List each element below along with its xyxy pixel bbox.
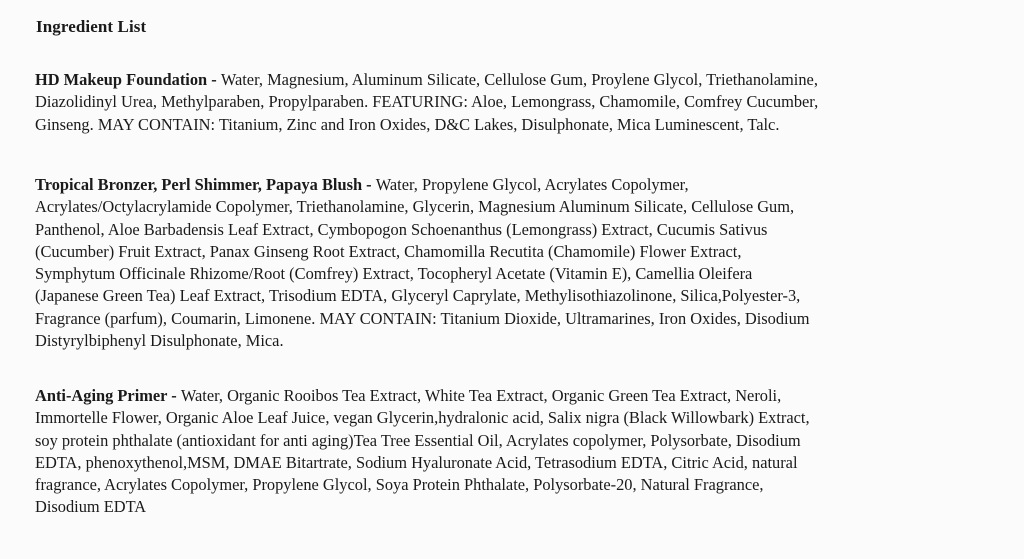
ingredient-line: soy protein phthalate (antioxidant for anti aging)Tea Tree Essential Oil, Acrylates copolymer, Polysorbate, Disodium — [35, 430, 801, 450]
ingredient-line: Fragrance (parfum), Coumarin, Limonene. MAY CONTAIN: Titanium Dioxide, Ultramarines, Iron Oxides, Disodium — [35, 308, 810, 328]
ingredient-section-anti-aging-primer — [35, 385, 1010, 519]
ingredient-section-hd-makeup-foundation — [35, 69, 1010, 136]
ingredient-line: Symphytum Officinale Rhizome/Root (Comfrey) Extract, Tocopheryl Acetate (Vitamin E), Camellia Oleifera — [35, 264, 753, 284]
document-title: Ingredient List — [36, 17, 147, 36]
ingredient-line: Acrylates/Octylacrylamide Copolymer, Triethanolamine, Glycerin, Magnesium Aluminum Silicate, Cellulose Gum, — [35, 197, 795, 217]
ingredient-line: (Cucumber) Fruit Extract, Panax Ginseng Root Extract, Chamomilla Recutita (Chamomile) Flower Extract, — [35, 241, 742, 261]
ingredient-line: Water, Organic Rooibos Tea Extract, White Tea Extract, Organic Green Tea Extract, Neroli, — [180, 386, 782, 405]
ingredient-section-tropical-bronzer — [35, 174, 1010, 352]
ingredient-line: (Japanese Green Tea) Leaf Extract, Trisodium EDTA, Glyceryl Caprylate, Methylisothiazolinone, Silica,Polyester-3, — [35, 286, 801, 306]
ingredient-line: Distyrylbiphenyl Disulphonate, Mica. — [35, 331, 284, 351]
section-separator: - — [362, 175, 376, 194]
ingredient-line: Diazolidinyl Urea, Methylparaben, Propylparaben. FEATURING: Aloe, Lemongrass, Chamomile, Comfrey Cucumber, — [35, 92, 819, 112]
section-first-line — [35, 385, 1010, 407]
ingredient-line: Water, Magnesium, Aluminum Silicate, Cellulose Gum, Proylene Glycol, Triethanolamine, — [220, 70, 818, 89]
section-product-name: HD Makeup Foundation — [35, 70, 208, 89]
ingredient-line: Disodium EDTA — [35, 497, 147, 517]
section-separator: - — [167, 386, 181, 405]
ingredient-line: Immortelle Flower, Organic Aloe Leaf Juice, vegan Glycerin,hydralonic acid, Salix nigra (Black Willowbark) Extract, — [35, 408, 810, 428]
section-first-line — [35, 174, 1010, 196]
ingredient-line: fragrance, Acrylates Copolymer, Propylene Glycol, Soya Protein Phthalate, Polysorbate-20, Natural Fragrance, — [35, 475, 764, 495]
section-product-name: Tropical Bronzer, Perl Shimmer, Papaya Blush — [35, 175, 363, 194]
ingredient-line: Water, Propylene Glycol, Acrylates Copolymer, — [375, 175, 689, 194]
section-separator: - — [207, 70, 221, 89]
ingredient-line: EDTA, phenoxythenol,MSM, DMAE Bitartrate, Sodium Hyaluronate Acid, Tetrasodium EDTA, Citric Acid, natural — [35, 452, 798, 472]
section-product-name: Anti-Aging Primer — [35, 386, 168, 405]
section-first-line — [35, 69, 1010, 91]
ingredient-line: Ginseng. MAY CONTAIN: Titanium, Zinc and Iron Oxides, D&C Lakes, Disulphonate, Mica Luminescent, Talc. — [35, 114, 780, 134]
ingredient-line: Panthenol, Aloe Barbadensis Leaf Extract, Cymbopogon Schoenanthus (Lemongrass) Extract, Cucumis Sativus — [35, 219, 768, 239]
